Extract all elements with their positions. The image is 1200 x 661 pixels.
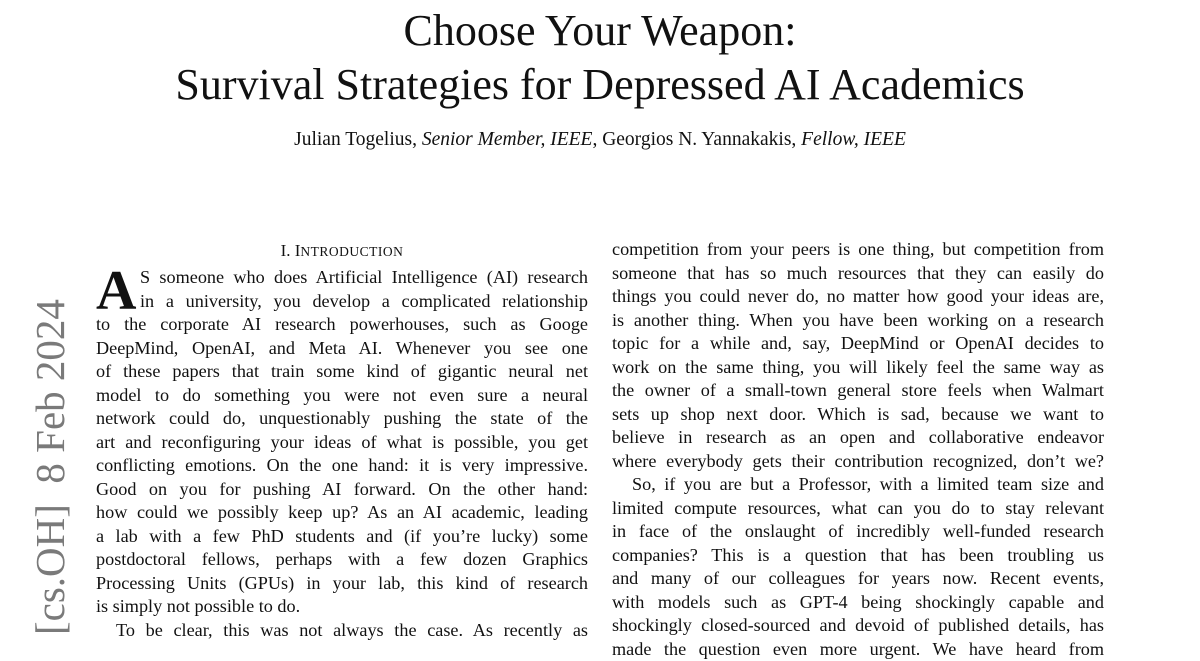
body-text-line: in a university, you develop a complicated relationship: [140, 290, 588, 314]
author-list: [0, 128, 1200, 152]
author-role-2: Fellow, IEEE: [801, 129, 906, 150]
body-text-line: in face of the onslaught of incredibly well-funded research: [612, 520, 1104, 544]
body-text-line: DeepMind, OpenAI, and Meta AI. Whenever you see one: [96, 337, 588, 361]
paper-title-line-2: Survival Strategies for Depressed AI Academics: [0, 58, 1200, 112]
body-text-line: S someone who does Artificial Intelligence (AI) research: [140, 266, 588, 290]
body-text-line: how could we possibly keep up? As an AI academic, leading: [96, 501, 588, 525]
body-text-line: the owner of a small-town general store feels when Walmart: [612, 379, 1104, 403]
body-text-line: topic for a while and, say, DeepMind or OpenAI decides to: [612, 332, 1104, 356]
body-text-line: companies? This is a question that has been troubling us: [612, 544, 1104, 568]
paper-title-line-1: Choose Your Weapon:: [0, 4, 1200, 58]
section-number: I.: [281, 241, 291, 260]
body-text-line: is simply not possible to do.: [96, 595, 588, 619]
body-text-line: shockingly closed-sourced and devoid of published details, has: [612, 614, 1104, 638]
body-text-line: art and reconfiguring your ideas of what is possible, you get: [96, 431, 588, 455]
body-text-line: things you could never do, no matter how good your ideas are,: [612, 285, 1104, 309]
body-text-line: Processing Units (GPUs) in your lab, this kind of research: [96, 572, 588, 596]
body-text-line: made the question even more urgent. We have heard from: [612, 638, 1104, 661]
author-name-1: Julian Togelius,: [294, 129, 417, 150]
author-role-1: Senior Member, IEEE: [422, 129, 593, 150]
body-text-line: a lab with a few PhD students and (if you’re lucky) some: [96, 525, 588, 549]
body-text-line: model to do something you were not even sure a neural: [96, 384, 588, 408]
body-text-line: is another thing. When you have been working on a research: [612, 309, 1104, 333]
section-title-initial: I: [295, 241, 301, 260]
body-text-line: with models such as GPT-4 being shockingly capable and: [612, 591, 1104, 615]
body-text-line: competition from your peers is one thing, but competition from: [612, 238, 1104, 262]
body-text-line: sets up shop next door. Which is sad, because we want to: [612, 403, 1104, 427]
body-text-line: work on the same thing, you will likely feel the same way as: [612, 356, 1104, 380]
body-text-line: So, if you are but a Professor, with a limited team size and: [632, 473, 1104, 497]
section-heading: [96, 240, 588, 263]
body-text-line: believe in research as an open and collaborative endeavor: [612, 426, 1104, 450]
author-separator: ,: [592, 129, 597, 150]
body-text-line: conflicting emotions. On the one hand: it is very impressive.: [96, 454, 588, 478]
body-text-line: To be clear, this was not always the case. As recently as: [116, 619, 588, 643]
body-text-line: postdoctoral fellows, perhaps with a few dozen Graphics: [96, 548, 588, 572]
drop-cap: A: [96, 269, 136, 313]
body-text-line: network could do, unquestionably pushing the state of the: [96, 407, 588, 431]
body-text-line: someone that has so much resources that they can easily do: [612, 262, 1104, 286]
body-text-line: to the corporate AI research powerhouses, such as Googe: [96, 313, 588, 337]
body-text-line: of these papers that train some kind of gigantic neural net: [96, 360, 588, 384]
body-text-line: limited compute resources, what can you do to stay relevant: [612, 497, 1104, 521]
body-text-line: and many of our colleagues for years now. Recent events,: [612, 567, 1104, 591]
arxiv-side-stamp: [cs.OH] 8 Feb 2024: [28, 299, 72, 635]
section-title-rest: NTRODUCTION: [300, 244, 403, 259]
body-text-line: Good on you for pushing AI forward. On the other hand:: [96, 478, 588, 502]
body-text-line: where everybody gets their contribution recognized, don’t we?: [612, 450, 1104, 474]
author-name-2: Georgios N. Yannakakis,: [602, 129, 796, 150]
